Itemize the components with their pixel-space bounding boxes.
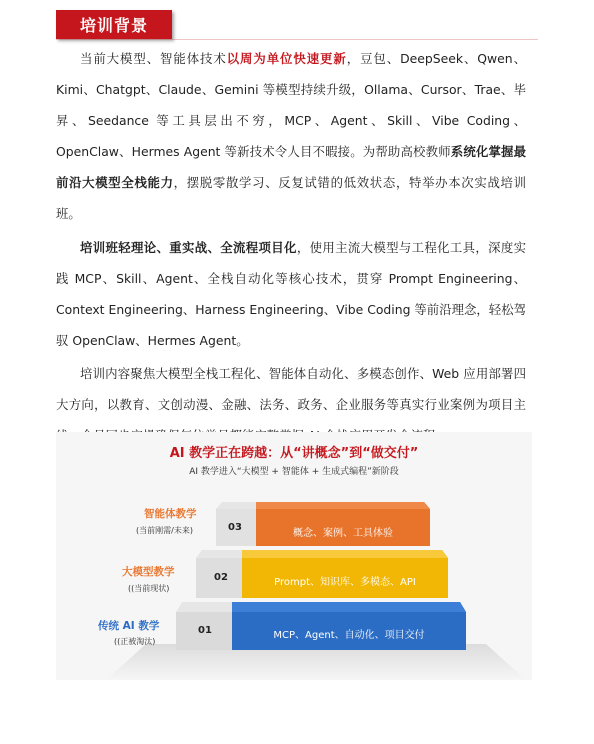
p2-text-b: ，使用主流大模型与工程化工具，深度实践 MCP、Skill、Agent、全栈自动化等核心技术，贯穿 Prompt Engineering、Context Engineering、Harness Engineering、Vibe Coding 等前沿理念，轻松驾驭 OpenClaw、Hermes Agent。 — [56, 239, 527, 348]
p1-text-e: ，摆脱零散学习、反复试错的低效状态，特举办本次实战培训班。 — [56, 175, 527, 222]
p3-text: 培训内容聚焦大模型全栈工程化、智能体自动化、多模态创作、Web 应用部署四大方向，以教育、文创动漫、金融、法务、政务、企业服务等真实行业案例为项目主 — [56, 365, 526, 413]
body-text — [56, 43, 526, 453]
tier-03-note: (当前刚需/未来) — [136, 526, 193, 535]
tier-03-number: 03 — [228, 522, 242, 533]
tier-01-content: MCP、Agent、自动化、项目交付 — [273, 630, 425, 641]
ai-teaching-figure — [56, 432, 532, 680]
figure-subtitle: AI 教学进入“大模型 + 智能体 + 生成式编程”新阶段 — [189, 467, 399, 477]
tier-02-label: 大模型教学 — [122, 566, 175, 578]
tier-02-bar-top — [242, 550, 448, 558]
p1-text-c: ，豆包、DeepSeek、Qwen、Kimi、Chatgpt、Claude、Gemini 等模型持续升级，Ollama、Cursor、Trae、毕昇、Seedance 等工具层出不穷，MCP、Agent、Skill、Vibe Coding、OpenClaw、Hermes Agent 等新技术令人目不暇接。为帮助高校教师 — [56, 51, 526, 160]
p2-bold: 培训班轻理论、重实战、全流程项目化 — [80, 239, 297, 255]
tier-01-number: 01 — [198, 625, 212, 636]
tier-01-bar-top — [232, 602, 466, 612]
tier-01-note: ((正被淘汰) — [114, 637, 156, 646]
tier-01-label: 传统 AI 教学 — [98, 620, 160, 632]
tier-02-number: 02 — [214, 572, 228, 583]
tier-03-content: 概念、案例、工具体验 — [293, 528, 393, 539]
p1-highlight: 以周为单位快速更新 — [226, 51, 347, 66]
figure-title: AI 教学正在跨越：从“讲概念”到“做交付” — [169, 446, 419, 461]
paragraph-1 — [56, 43, 526, 230]
section-divider — [56, 39, 538, 40]
tier-02-content: Prompt、知识库、多模态、API — [274, 577, 416, 588]
tier-03-bar-top — [256, 502, 430, 509]
paragraph-2 — [56, 232, 526, 356]
section-title: 培训背景 — [56, 10, 172, 39]
tier-02-note: ((当前现状) — [128, 584, 170, 593]
p1-text-a: 当前大模型、智能体技术 — [80, 51, 227, 66]
p1-bold: 系统化掌握最前沿大模型全栈能力 — [56, 144, 526, 191]
tier-03-label: 智能体教学 — [144, 508, 197, 520]
